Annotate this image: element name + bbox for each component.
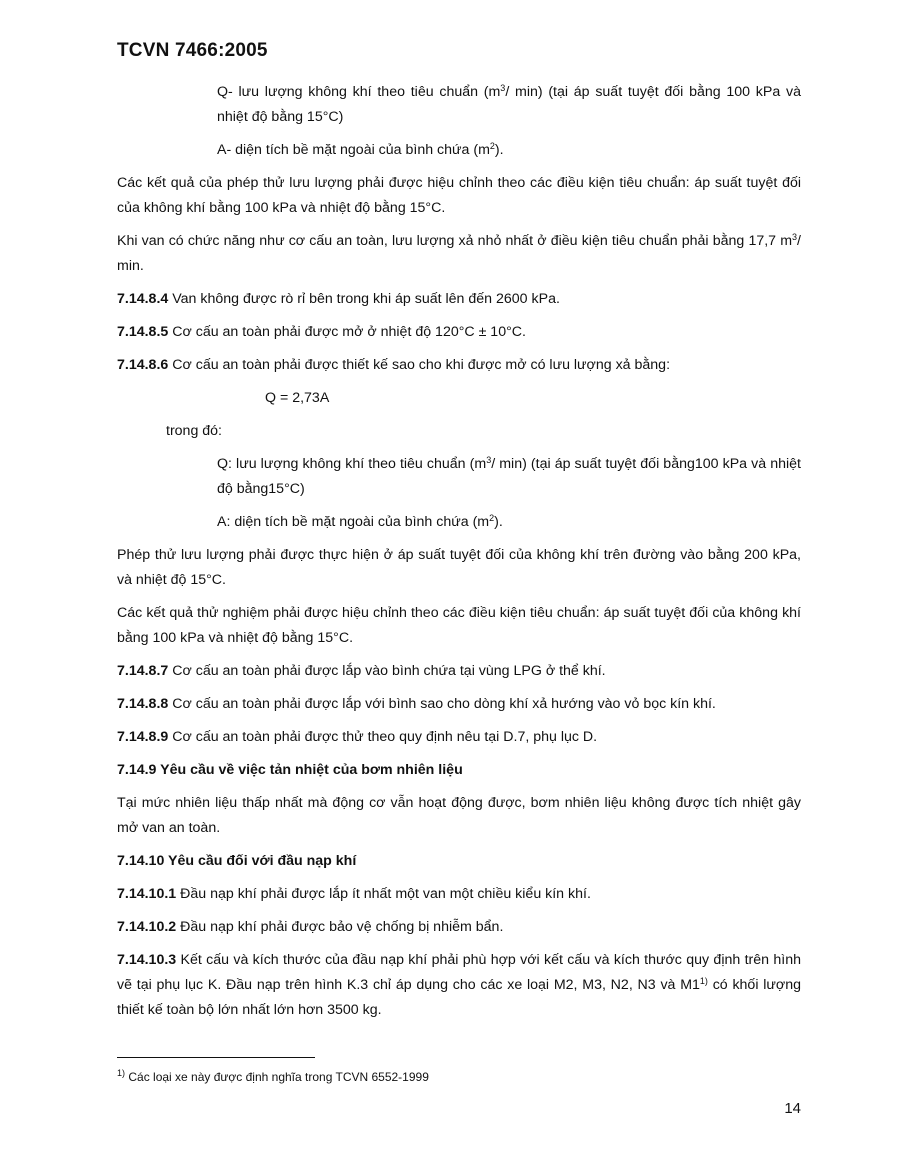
superscript: 3 <box>792 232 798 242</box>
paragraph <box>117 882 801 907</box>
paragraph-text-cont: ). <box>494 142 504 158</box>
paragraph <box>117 138 801 163</box>
clause-number: 7.14.8.4 <box>117 291 169 307</box>
paragraph-text-cont: / min) (tại áp suất tuyệt đối bằng100 kPa và nhiệt độ bằng15°C) <box>217 456 801 497</box>
section-heading <box>117 849 801 874</box>
paragraph <box>117 386 801 411</box>
superscript: 2 <box>489 513 495 523</box>
paragraph-text-cont: ). <box>494 514 503 530</box>
paragraph-text: Q: lưu lượng không khí theo tiêu chuẩn (m <box>217 456 487 472</box>
paragraph-text: Van không được rò rỉ bên trong khi áp suất lên đến 2600 kPa. <box>172 291 560 307</box>
clause-number: 7.14.10.3 <box>117 952 177 968</box>
paragraph-text: Khi van có chức năng như cơ cấu an toàn, lưu lượng xả nhỏ nhất ở điều kiện tiêu chuẩn phải bằng 17,7 m <box>117 233 793 249</box>
section-heading <box>117 758 801 783</box>
paragraph-text: Cơ cấu an toàn phải được lắp vào bình chứa tại vùng LPG ở thể khí. <box>172 663 606 679</box>
clause-number: 7.14.8.9 <box>117 729 169 745</box>
paragraph-text: A- diện tích bề mặt ngoài của bình chứa (m <box>217 142 490 158</box>
paragraph <box>117 452 801 502</box>
superscript: 1) <box>699 976 708 986</box>
paragraph-text: trong đó: <box>166 423 223 439</box>
superscript: 3 <box>500 83 506 93</box>
paragraph-text: Kết cấu và kích thước của đầu nạp khí phải phù hợp với kết cấu và kích thước quy định trên hình vẽ tại phụ lục K. Đầu nạp trên hình K.3 chỉ áp dụng cho các xe loại M2, M3, N2, N3 và M1 <box>117 952 801 993</box>
paragraph-text-cont: có khối lượng thiết kế toàn bộ lớn nhất lớn hơn 3500 kg. <box>117 977 801 1018</box>
superscript: 3 <box>486 455 492 465</box>
document-header-title: TCVN 7466:2005 <box>117 40 268 61</box>
paragraph <box>117 791 801 841</box>
superscript: 2 <box>489 141 495 151</box>
paragraph-text: Phép thử lưu lượng phải được thực hiện ở áp suất tuyệt đối của không khí trên đường vào bằng 200 kPa, và nhiệt độ 15°C. <box>117 547 801 588</box>
paragraph-text: Đầu nạp khí phải được bảo vệ chống bị nhiễm bẩn. <box>180 919 504 935</box>
paragraph-text: Q = 2,73A <box>265 390 330 406</box>
page-number: 14 <box>784 1100 801 1117</box>
paragraph-text: Q- lưu lượng không khí theo tiêu chuẩn (m <box>217 84 501 100</box>
paragraph <box>117 229 801 279</box>
paragraph <box>117 320 801 345</box>
paragraph <box>117 948 801 1023</box>
paragraph-text: Yêu cầu đối với đầu nạp khí <box>168 853 357 869</box>
paragraph-text: Yêu cầu về việc tản nhiệt của bơm nhiên liệu <box>160 762 463 778</box>
footnote <box>117 1069 429 1085</box>
paragraph-text: Các kết quả của phép thử lưu lượng phải được hiệu chỉnh theo các điều kiện tiêu chuẩn: áp suất tuyệt đối của không khí bằng 100 kPa và nhiệt độ bằng 15°C. <box>117 175 801 216</box>
footnote-separator <box>117 1057 315 1058</box>
clause-number: 7.14.8.6 <box>117 357 169 373</box>
paragraph <box>117 601 801 651</box>
paragraph <box>117 80 801 130</box>
paragraph <box>117 725 801 750</box>
clause-number: 7.14.10.1 <box>117 886 177 902</box>
paragraph-text: A: diện tích bề mặt ngoài của bình chứa (m <box>217 514 490 530</box>
footnote-mark: 1) <box>117 1068 126 1078</box>
paragraph-text: Tại mức nhiên liệu thấp nhất mà động cơ vẫn hoạt động được, bơm nhiên liệu không được tích nhiệt gây mở van an toàn. <box>117 795 801 836</box>
paragraph <box>117 659 801 684</box>
paragraph-text: Các kết quả thử nghiệm phải được hiệu chỉnh theo các điều kiện tiêu chuẩn: áp suất tuyệt đối của không khí bằng 100 kPa và nhiệt độ bằng 15°C. <box>117 605 801 646</box>
paragraph <box>117 287 801 312</box>
clause-number: 7.14.8.5 <box>117 324 169 340</box>
clause-number: 7.14.8.7 <box>117 663 169 679</box>
paragraph-text: Cơ cấu an toàn phải được thiết kế sao cho khi được mở có lưu lượng xả bằng: <box>172 357 671 373</box>
paragraph-text: Cơ cấu an toàn phải được lắp với bình sao cho dòng khí xả hướng vào vỏ bọc kín khí. <box>172 696 716 712</box>
paragraph-text-cont: / min. <box>117 233 801 274</box>
clause-number: 7.14.10.2 <box>117 919 177 935</box>
paragraph <box>117 510 801 535</box>
paragraph <box>117 915 801 940</box>
paragraph <box>117 692 801 717</box>
clause-number: 7.14.10 <box>117 853 165 869</box>
paragraph-text-cont: / min) (tại áp suất tuyệt đối bằng 100 kPa và nhiệt độ bằng 15°C) <box>217 84 801 125</box>
paragraph <box>117 353 801 378</box>
paragraph-text: Cơ cấu an toàn phải được mở ở nhiệt độ 120°C ± 10°C. <box>172 324 526 340</box>
paragraph-text: Cơ cấu an toàn phải được thử theo quy định nêu tại D.7, phụ lục D. <box>172 729 598 745</box>
paragraph-text: Đầu nạp khí phải được lắp ít nhất một van một chiều kiểu kín khí. <box>180 886 591 902</box>
paragraph <box>117 543 801 593</box>
paragraph <box>117 419 801 444</box>
clause-number: 7.14.8.8 <box>117 696 169 712</box>
paragraph <box>117 171 801 221</box>
footnote-text: Các loại xe này được định nghĩa trong TCVN 6552-1999 <box>125 1070 429 1084</box>
clause-number: 7.14.9 <box>117 762 157 778</box>
document-body <box>117 80 801 1031</box>
